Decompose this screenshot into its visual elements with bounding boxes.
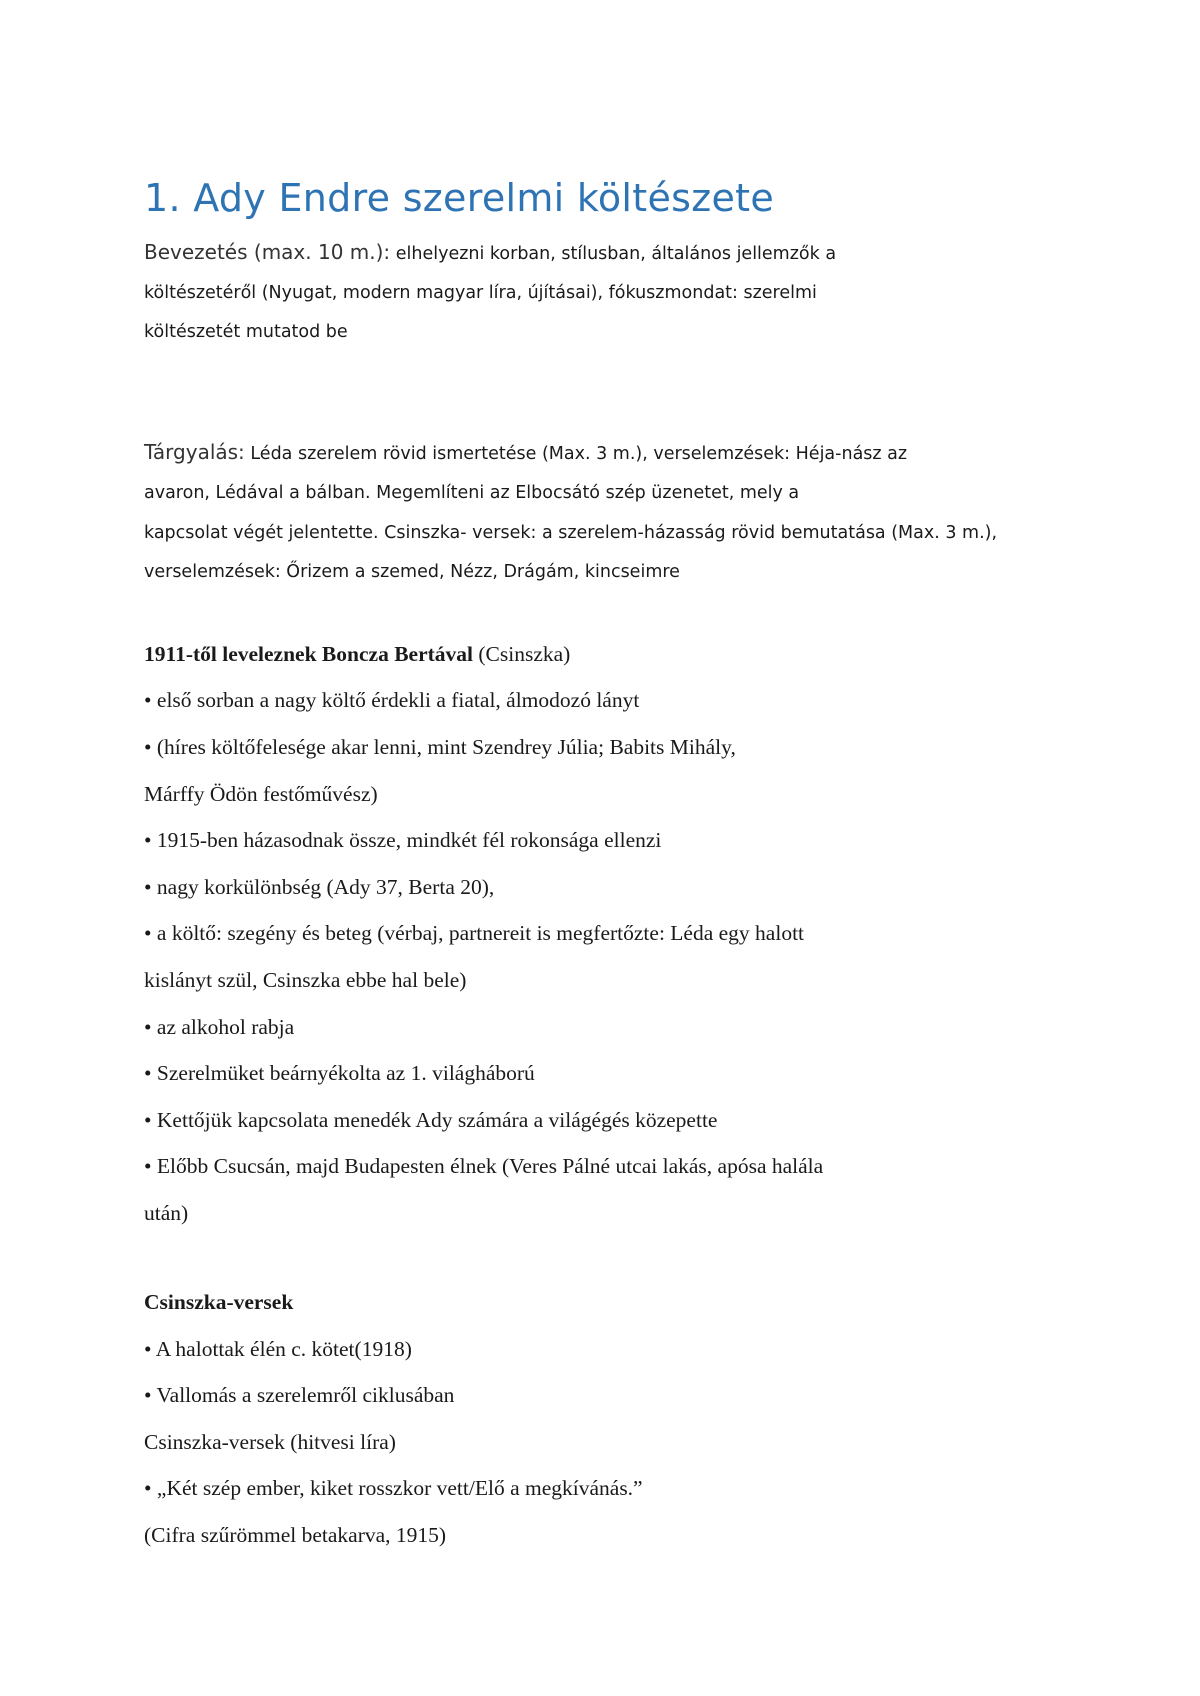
- intro-line-1-text: elhelyezni korban, stílusban, általános jellemzők a: [390, 244, 837, 264]
- section1-line: • első sorban a nagy költő érdekli a fiatal, álmodozó lányt: [144, 688, 640, 712]
- discussion-lead: Tárgyalás:: [144, 440, 245, 464]
- section1-heading-rest: (Csinszka): [473, 642, 571, 666]
- section2-line: (Cifra szűrömmel betakarva, 1915): [144, 1523, 447, 1547]
- section1-heading-bold: 1911-től leveleznek Boncza Bertával: [144, 642, 473, 666]
- section1-line: kislányt szül, Csinszka ebbe hal bele): [144, 968, 467, 992]
- intro-lead: Bevezetés (max. 10 m.):: [144, 240, 391, 264]
- discussion-line-3: kapcsolat végét jelentette. Csinszka- versek: a szerelem-házasság rövid bemutatása (Max. 3 m.),: [144, 523, 998, 543]
- intro-line-2: költészetéről (Nyugat, modern magyar líra, újításai), fókuszmondat: szerelmi: [144, 283, 817, 303]
- discussion-line-4: verselemzések: Őrizem a szemed, Nézz, Drágám, kincseimre: [144, 562, 680, 582]
- section1-heading: [144, 642, 570, 667]
- section1-line: • (híres költőfelesége akar lenni, mint Szendrey Júlia; Babits Mihály,: [144, 735, 736, 759]
- section1-line: után): [144, 1201, 189, 1225]
- section1-line: Márffy Ödön festőművész): [144, 782, 378, 806]
- section2-line: Csinszka-versek (hitvesi líra): [144, 1430, 396, 1454]
- discussion-line-1-text: Léda szerelem rövid ismertetése (Max. 3 m.), verselemzések: Héja-nász az: [244, 444, 908, 464]
- section1-line: • 1915-ben házasodnak össze, mindkét fél rokonsága ellenzi: [144, 828, 662, 852]
- section1-line: • nagy korkülönbség (Ady 37, Berta 20),: [144, 875, 495, 899]
- section1-line: • az alkohol rabja: [144, 1015, 295, 1039]
- section2-heading: [144, 1290, 293, 1315]
- discussion-line-2: avaron, Lédával a bálban. Megemlíteni az Elbocsátó szép üzenetet, mely a: [144, 483, 800, 503]
- intro-line-1: [144, 240, 836, 264]
- section2-line: • Vallomás a szerelemről ciklusában: [144, 1383, 455, 1407]
- section1-line: • Kettőjük kapcsolata menedék Ady számára a világégés közepette: [144, 1108, 718, 1132]
- section2-line: • „Két szép ember, kiket rosszkor vett/Elő a megkívánás.”: [144, 1476, 643, 1500]
- document-title: 1. Ady Endre szerelmi költészete: [144, 176, 775, 220]
- discussion-line-1: [144, 440, 907, 464]
- section1-line: • a költő: szegény és beteg (vérbaj, partnereit is megfertőzte: Léda egy halott: [144, 921, 805, 945]
- section1-line: • Előbb Csucsán, majd Budapesten élnek (Veres Pálné utcai lakás, apósa halála: [144, 1154, 824, 1178]
- section1-line: • Szerelmüket beárnyékolta az 1. világháború: [144, 1061, 535, 1085]
- section2-heading-bold: Csinszka-versek: [144, 1290, 294, 1314]
- intro-line-3: költészetét mutatod be: [144, 322, 348, 342]
- section2-line: • A halottak élén c. kötet(1918): [144, 1337, 412, 1361]
